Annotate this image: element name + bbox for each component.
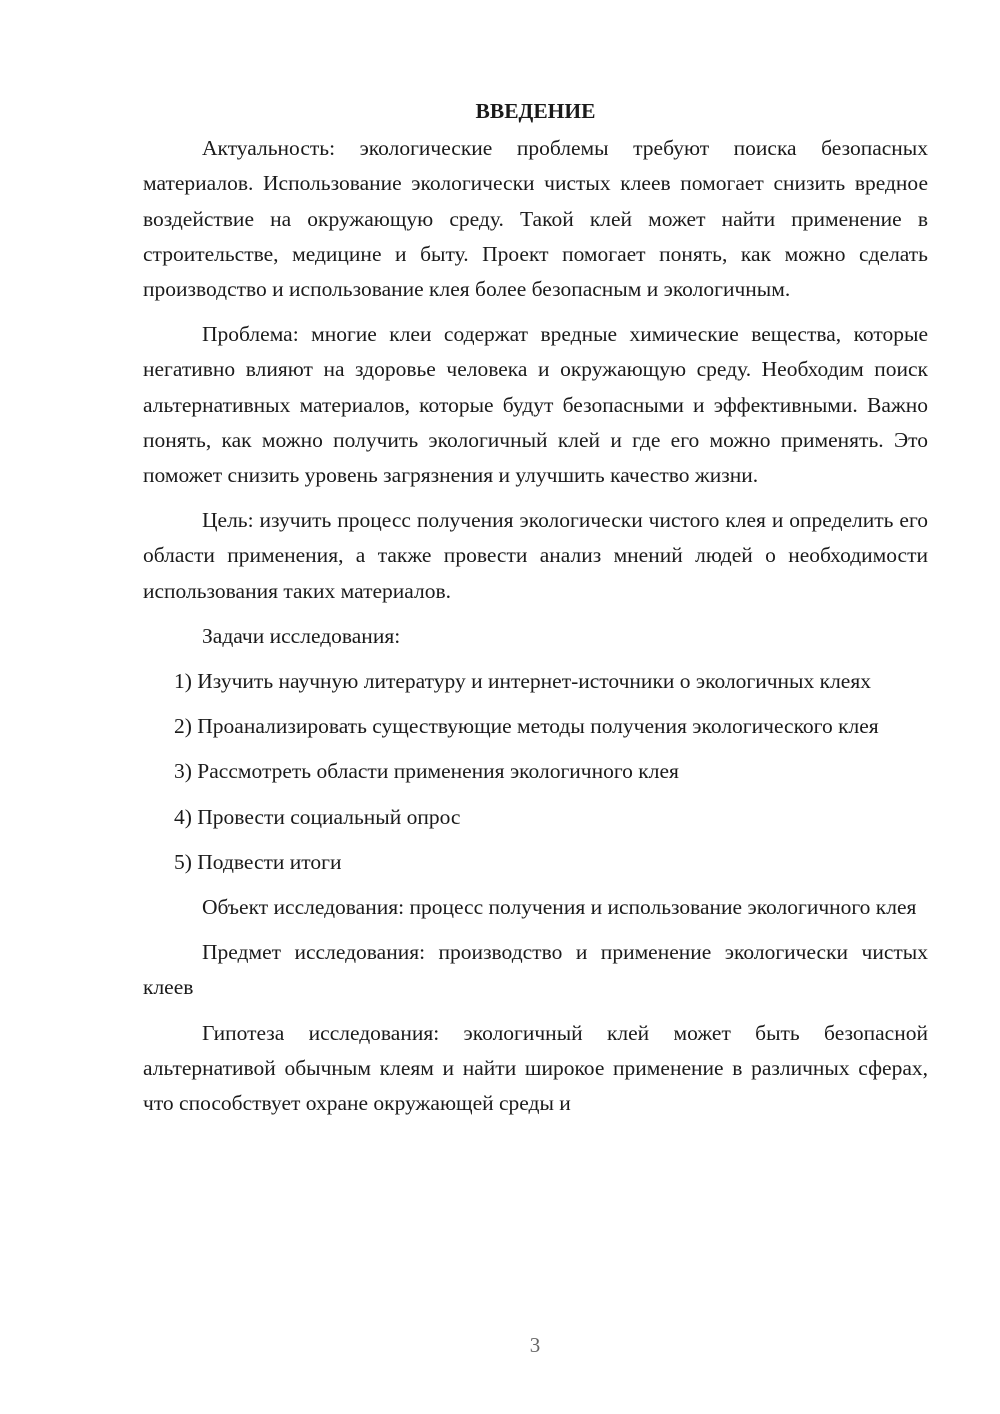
task-item-1: 1) Изучить научную литературу и интернет-источники о экологичных клеях: [174, 669, 871, 694]
paragraph-hypothesis: Гипотеза исследования: экологичный клей может быть безопасной альтернативой обычным клеям и найти широкое применение в различных сферах, что способствует охране окружающей среды и: [143, 1020, 928, 1116]
paragraph-relevance: Актуальность: экологические проблемы требуют поиска безопасных материалов. Использование экологически чистых клеев помогает снизить вредное воздействие на окружающую среду. Такой клей может найти применение в строительстве, медицине и быту. Проект помогает понять, как можно сделать производство и использование клея более безопасным и экологичным.: [143, 136, 928, 302]
paragraph-problem: Проблема: многие клеи содержат вредные химические вещества, которые негативно влияют на здоровье человека и окружающую среду. Необходим поиск альтернативных материалов, которые будут безопасными и эффективными. Важно понять, как можно получить экологичный клей и где его можно применять. Это поможет снизить уровень загрязнения и улучшить качество жизни.: [143, 322, 928, 488]
paragraph-subject: Предмет исследования: производство и применение экологически чистых клеев: [143, 940, 928, 1000]
task-item-5: 5) Подвести итоги: [174, 849, 342, 874]
page-number: 3: [529, 1333, 541, 1357]
task-item-2: 2) Проанализировать существующие методы получения экологического клея: [174, 714, 879, 739]
tasks-title: Задачи исследования:: [202, 623, 401, 648]
document-page: [143, 94, 928, 1131]
task-item-4: 4) Провести социальный опрос: [174, 804, 461, 829]
paragraph-object: Объект исследования: процесс получения и использование экологичного клея: [202, 895, 917, 920]
section-heading: ВВЕДЕНИЕ: [475, 99, 596, 123]
task-item-3: 3) Рассмотреть области применения экологичного клея: [174, 759, 679, 784]
paragraph-goal: Цель: изучить процесс получения экологически чистого клея и определить его области применения, а также провести анализ мнений людей о необходимости использования таких материалов.: [143, 508, 928, 603]
